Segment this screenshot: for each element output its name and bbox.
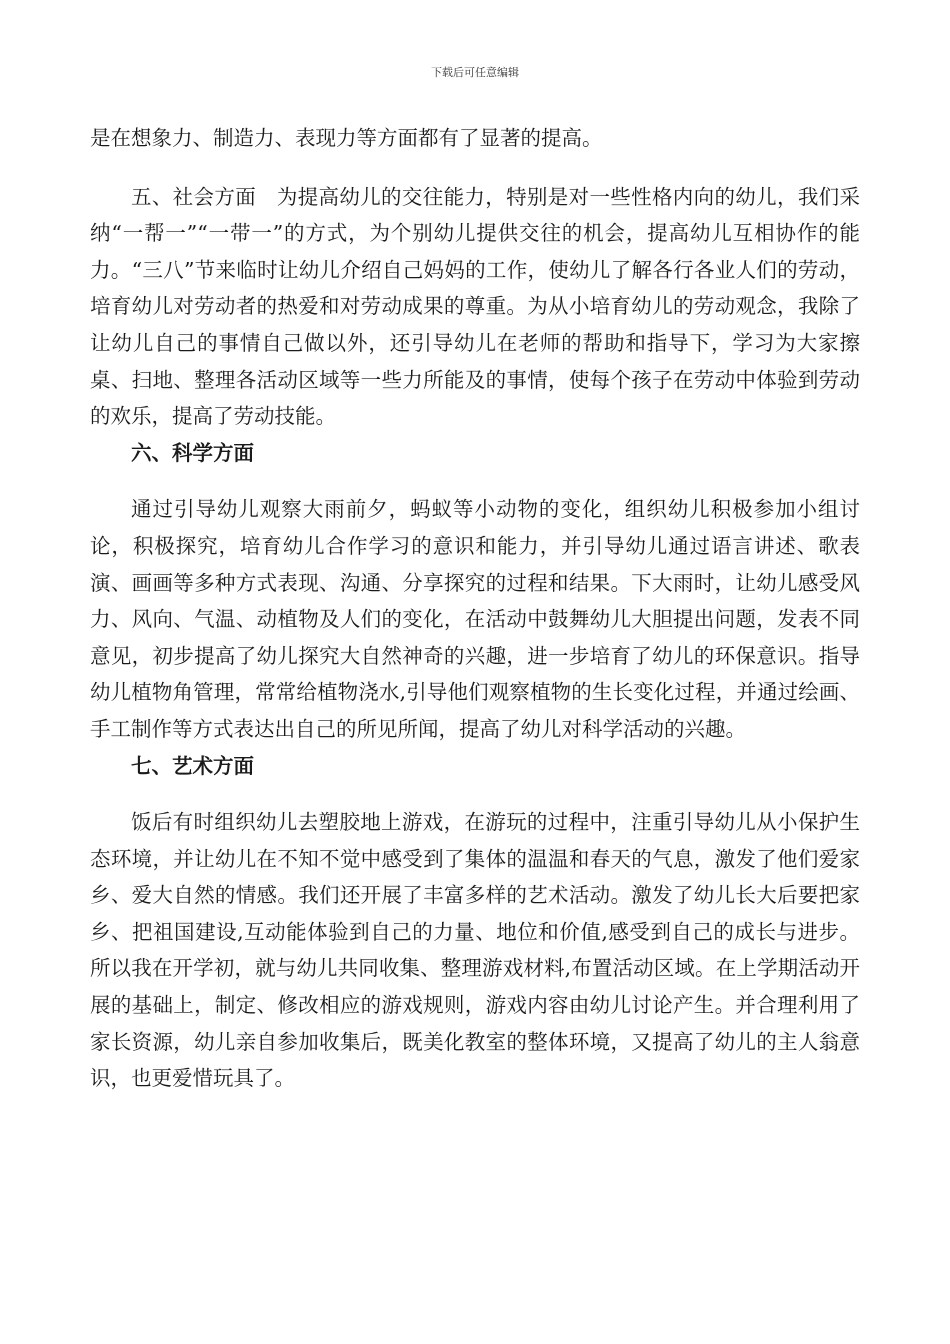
section-science-paragraph: 通过引导幼儿观察大雨前夕，蚂蚁等小动物的变化，组织幼儿积极参加小组讨论，积极探究，培育幼儿合作学习的意识和能力，并引导幼儿通过语言讲述、歌表演、画画等多种方式表现、沟通、分享探究的过程和结果。下大雨时，让幼儿感受风力、风向、气温、动植物及人们的变化，在活动中鼓舞幼儿大胆提出问题，发表不同意见，初步提高了幼儿探究大自然神奇的兴趣，进一步培育了幼儿的环保意识。指导幼儿植物角管理，常常给植物浇水,引导他们观察植物的生长变化过程，并通过绘画、手工制作等方式表达出自己的所见所闻，提高了幼儿对科学活动的兴趣。 [90,497,860,741]
section-science-heading: 六、科学方面 [131,440,254,465]
section-art-heading: 七、艺术方面 [131,753,254,778]
intro-paragraph: 是在想象力、制造力、表现力等方面都有了显著的提高。 [90,126,603,150]
section-social-paragraph: 五、社会方面 为提高幼儿的交往能力，特别是对一些性格内向的幼儿，我们采纳“一帮一”“一带一”的方式，为个别幼儿提供交往的机会，提高幼儿互相协作的能力。“三八”节来临时让幼儿介绍自己妈妈的工作，使幼儿了解各行各业人们的劳动，培育幼儿对劳动者的热爱和对劳动成果的尊重。为从小培育幼儿的劳动观念，我除了让幼儿自己的事情自己做以外，还引导幼儿在老师的帮助和指导下，学习为大家擦桌、扫地、整理各活动区域等一些力所能及的事情，使每个孩子在劳动中体验到劳动的欢乐，提高了劳动技能。 [90,184,860,429]
page-header-note: 下载后可任意编辑 [431,66,519,79]
section-art-paragraph: 饭后有时组织幼儿去塑胶地上游戏，在游玩的过程中，注重引导幼儿从小保护生态环境，并让幼儿在不知不觉中感受到了集体的温温和春天的气息，激发了他们爱家乡、爱大自然的情感。我们还开展了丰富多样的艺术活动。激发了幼儿长大后要把家乡、把祖国建设,互动能体验到自己的力量、地位和价值,感受到自己的成长与进步。所以我在开学初，就与幼儿共同收集、整理游戏材料,布置活动区域。在上学期活动开展的基础上，制定、修改相应的游戏规则，游戏内容由幼儿讨论产生。并合理利用了家长资源，幼儿亲自参加收集后，既美化教室的整体环境，又提高了幼儿的主人翁意识，也更爱惜玩具了。 [90,810,860,1091]
document-body [90,120,860,1097]
